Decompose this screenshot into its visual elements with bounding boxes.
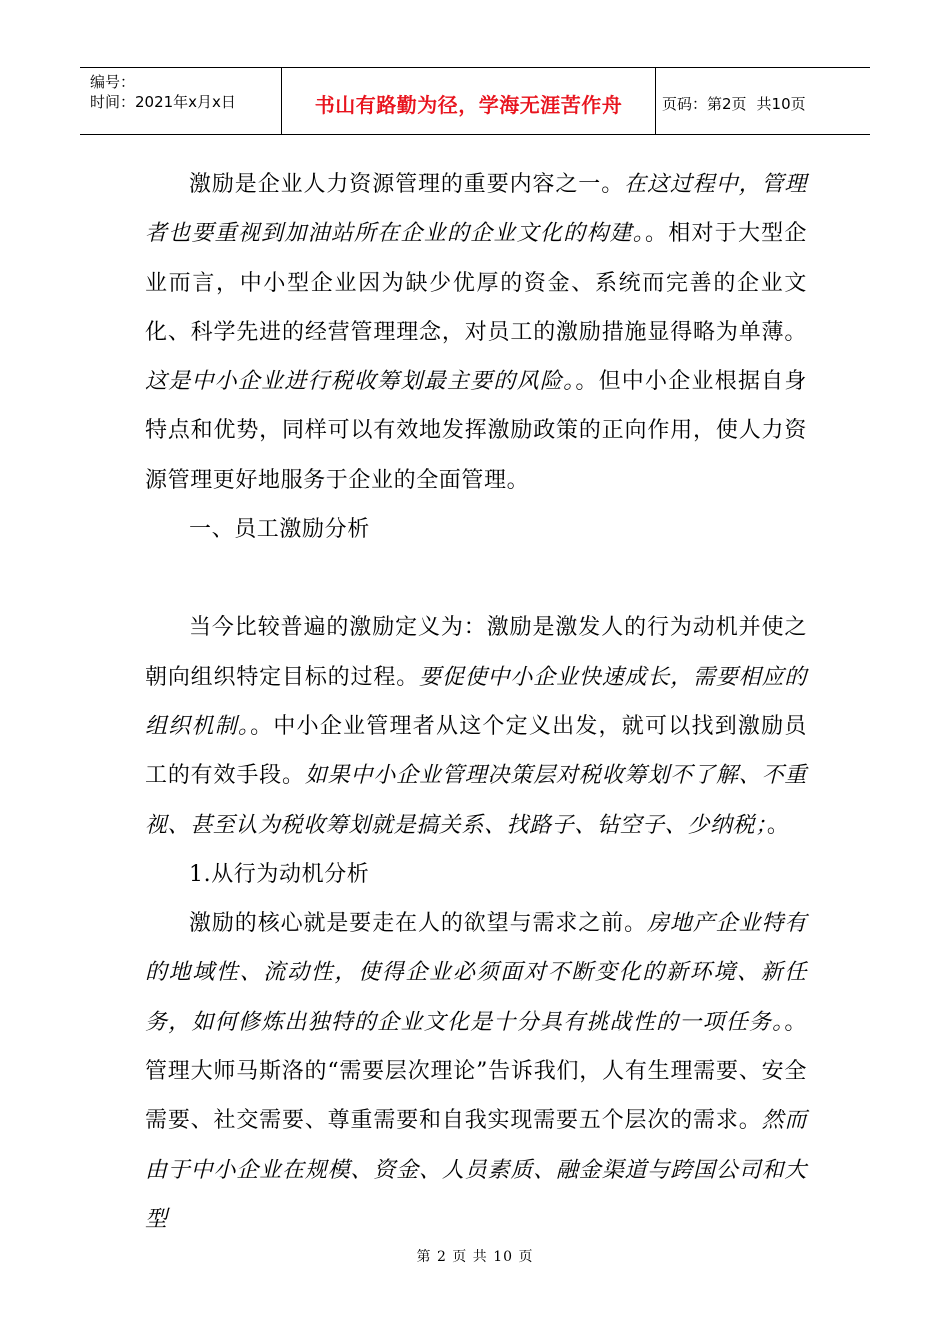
paragraph-intro-text-3: 。但中小企业根据自身特点和优势，同样可以有效地发挥激励政策的正向作用，使人力资源管理更好地服务于企业的全面管理。 (145, 369, 807, 493)
paragraph-motivation-italic-1: 房地产企业特有的地域性、流动性，使得企业必须面对不断变化的新环境、新任务，如何修炼出独特的企业文化是十分具有挑战性的一项任务。 (145, 911, 807, 1035)
document-number-label: 编号： (90, 73, 136, 91)
paragraph-definition-text-3: 。 (766, 812, 790, 838)
paragraph-intro (145, 160, 807, 505)
document-body (145, 160, 807, 1244)
section-heading-2: 1.从行为动机分析 (189, 861, 370, 887)
paragraph-motivation-text-1: 激励的核心就是要走在人的欲望与需求之前。 (189, 911, 647, 937)
page-code-total: 共10页 (756, 94, 806, 113)
header-motto-cell (282, 68, 656, 134)
page-code-current: 页码：第2页 (662, 94, 747, 113)
paragraph-intro-italic-1: 在这过程中，管理者也要重视到加油站所在企业的企业文化的构建。 (145, 172, 807, 247)
paragraph-motivation-text-2: 。管理大师马斯洛的“需要层次理论”告诉我们，人有生理需要、安全需要、社交需要、尊重需要和自我实现需要五个层次的需求。 (145, 1009, 807, 1134)
document-time-label: 时间：2021年x月x日 (90, 93, 236, 111)
paragraph-definition-text-2: 。中小企业管理者从这个定义出发，就可以找到激励员工的有效手段。 (145, 713, 807, 789)
page-header (80, 67, 870, 135)
paragraph-motivation (145, 899, 807, 1244)
header-motto: 书山有路勤为径，学海无涯苦作舟 (314, 92, 623, 117)
page-footer: 第 2 页 共 10 页 (416, 1249, 534, 1265)
paragraph-definition-italic-1: 要促使中小企业快速成长，需要相应的组织机制。 (145, 664, 808, 739)
section-heading-1: 一、员工激励分析 (189, 517, 370, 543)
paragraph-intro-italic-2: 这是中小企业进行税收筹划最主要的风险。 (145, 369, 576, 395)
paragraph-definition-italic-2: 如果中小企业管理决策层对税收筹划不了解、不重视、甚至认为税收筹划就是搞关系、找路子、钻空子、少纳税； (145, 763, 808, 838)
paragraph-intro-text-1: 激励是企业人力资源管理的重要内容之一。 (189, 172, 625, 197)
paragraph-definition-text-1: 当今比较普遍的激励定义为：激励是激发人的行为动机并使之朝向组织特定目标的过程。 (145, 615, 807, 690)
paragraph-definition (145, 603, 807, 849)
header-page-code (656, 68, 870, 134)
header-meta (80, 68, 282, 134)
paragraph-motivation-italic-2: 然而由于中小企业在规模、资金、人员素质、融金渠道与跨国公司和大型 (145, 1108, 807, 1232)
paragraph-intro-text-2: 。相对于大型企业而言，中小型企业因为缺少优厚的资金、系统而完善的企业文化、科学先进的经营管理理念，对员工的激励措施显得略为单薄。 (145, 221, 808, 345)
